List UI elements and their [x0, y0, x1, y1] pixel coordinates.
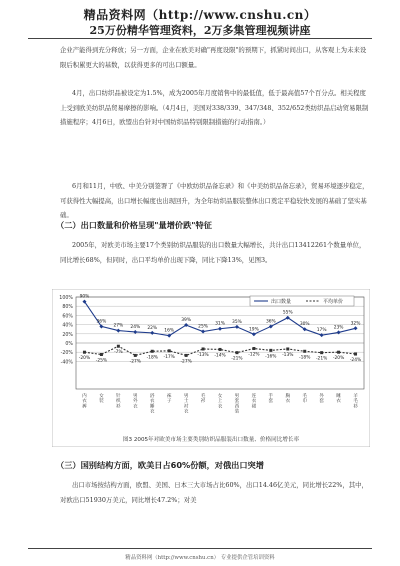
chart-frame — [52, 289, 370, 447]
data-point — [201, 330, 205, 334]
header-rule — [28, 38, 372, 39]
data-point — [116, 329, 120, 333]
x-tick-label: 手套 — [268, 394, 274, 405]
data-label: -27% — [180, 359, 192, 365]
data-point — [168, 349, 171, 352]
y-tick-label: 20% — [62, 332, 73, 338]
x-tick-label: 外套 — [319, 394, 324, 405]
y-tick-label: 60% — [62, 314, 73, 320]
paragraph-2: 4月，出口纺织品被设定为1.5%，成为2005年月度销售中的最低值，低于最高值57个百分点。相关程度上受到欧美纺织品贸易摩擦的影响。（4月4日，美国对338/339、347/348、352/652类纺织品启动贸易限制措施程序；4月6日，欧盟出台针对中国纺织品特别限制措施的行动指南。） — [60, 89, 369, 126]
data-point — [269, 349, 272, 352]
quantity-price-line-chart — [52, 289, 370, 447]
x-tick-label: 男外衣 — [132, 394, 138, 410]
x-tick-label: 胸衣 — [285, 394, 291, 405]
data-label: -7% — [114, 350, 123, 356]
data-label: 25% — [198, 324, 208, 330]
x-tick-label: 女装 — [99, 394, 104, 405]
data-label: 36% — [96, 319, 107, 325]
section-2-paragraph: 2005年，对欧美市场主要17个类别纺织品服装的出口数量大幅增长，共计出口13412261个数量单位，同比增长68%，但同时，出口平均单价出现下降，同比下降13%，见图3。 — [60, 241, 366, 264]
site-title: 精品资料网（http://www.cnshu.cn） — [83, 8, 317, 22]
data-point — [303, 350, 306, 353]
data-label: 19% — [248, 327, 259, 333]
data-label: 24% — [130, 324, 141, 330]
section-2-title: （二）出口数量和价格呈现"量增价跌"特征 — [56, 220, 212, 230]
data-label: 23% — [333, 325, 344, 331]
paragraph-1: 企业产能得到充分释放；另一方面，企业在欧美对确"再度设限"的预期下，抓紧时间出口，从客观上为未来设限后积累更大的基数，以获得更多的可出口额量。 — [60, 46, 367, 69]
data-point — [185, 354, 188, 357]
x-tick-label: 袜子 — [166, 394, 172, 405]
x-tick-label: 浴衣睡衣 — [149, 394, 155, 415]
y-tick-label: -40% — [60, 360, 73, 366]
data-point — [252, 332, 256, 336]
section-3-title: （三）国别结构方面，欧美日占60%份额，对俄出口突增 — [56, 460, 264, 470]
data-point — [252, 347, 255, 350]
data-label: -21% — [315, 356, 328, 362]
y-tick-label: 0% — [65, 342, 73, 347]
y-tick-label: 40% — [62, 323, 73, 329]
data-label: -17% — [163, 354, 175, 360]
data-label: 39% — [181, 318, 192, 324]
data-label: -18% — [146, 355, 158, 361]
data-point — [202, 347, 205, 350]
data-point — [320, 351, 323, 354]
x-tick-label: 男士衬衣 — [183, 394, 189, 415]
x-tick-label: 男套西装 — [234, 394, 240, 415]
data-point — [218, 327, 222, 331]
site-tagline: 25万份精华管理资料，2万多集管理视频讲座 — [89, 24, 311, 37]
data-label: -12% — [248, 352, 260, 358]
paragraph-3: 6月和11月，中欧、中美分别签署了《中欧纺织品备忘录》和《中美纺织品备忘录》，贸易环境逐步稳定，可获得性大幅提高，出口增长幅度也出现回升，为全年纺织品服装整体出口奠定平稳较快发展的基础了坚实基础。 — [60, 182, 369, 219]
data-label: 22% — [147, 325, 158, 331]
data-label: -14% — [214, 353, 226, 359]
x-tick-label: 女上衣 — [217, 394, 223, 410]
data-label: -16% — [265, 354, 277, 360]
y-tick-label: -20% — [60, 351, 73, 357]
data-point — [83, 351, 86, 354]
x-tick-label: 毛衫 — [200, 394, 206, 405]
data-point — [337, 351, 340, 354]
data-label: 55% — [282, 310, 293, 316]
data-point — [354, 353, 357, 356]
x-tick-label: 睡衣 — [336, 394, 341, 405]
section-3-paragraph: 出口市场按结构方面，欧盟、美国、日本三大市场占比60%，出口14.46亿美元，同比增长22%，其中，对欧出口51930万美元，同比增长47.2%；对美 — [60, 481, 368, 504]
legend-label: 平均单价 — [323, 299, 344, 305]
data-point — [150, 331, 154, 335]
data-point — [235, 325, 239, 329]
x-tick-label: 内衣裤 — [82, 394, 87, 410]
x-tick-label: 针织衫 — [116, 394, 121, 410]
data-point — [100, 353, 103, 356]
data-label: 17% — [316, 328, 327, 334]
page-footer: 精品资料网（http://www.cnshu.cn） 专业提供企管培训资料 — [125, 555, 275, 561]
data-label: 16% — [164, 328, 175, 334]
y-tick-label: 80% — [62, 305, 73, 311]
data-point — [134, 354, 137, 357]
data-label: -25% — [95, 358, 108, 364]
data-label: -20% — [78, 356, 91, 362]
x-tick-label: 连衣裙 — [251, 394, 257, 410]
data-label: 27% — [113, 323, 124, 329]
footer-rule — [28, 548, 372, 549]
chart-caption: 图3 2005年对欧美市场主要类别纺织品服装出口数量、价格同比增长率 — [122, 437, 300, 443]
data-label: -24% — [349, 358, 362, 364]
data-label: 31% — [215, 321, 225, 327]
data-label: -21% — [231, 356, 243, 362]
data-label: 30% — [299, 322, 310, 328]
data-label: -13% — [282, 352, 294, 358]
chart-legend — [250, 296, 354, 306]
data-label: 32% — [350, 321, 361, 327]
data-label: 36% — [265, 319, 276, 325]
x-tick-label: 羊毛衫 — [353, 394, 358, 410]
data-label: -18% — [299, 355, 311, 361]
data-label: 90% — [79, 294, 90, 300]
data-point — [117, 345, 120, 348]
data-point — [235, 351, 238, 354]
data-label: -27% — [129, 359, 141, 365]
data-point — [354, 326, 358, 330]
y-tick-label: 100% — [59, 296, 73, 301]
data-label: 35% — [232, 319, 242, 325]
data-point — [151, 350, 154, 353]
legend-label: 出口数量 — [271, 299, 292, 305]
data-point — [286, 347, 289, 350]
data-point — [269, 324, 273, 328]
data-label: -13% — [197, 352, 209, 358]
x-tick-label: 毛巾 — [302, 394, 308, 405]
data-point — [133, 330, 137, 334]
data-point — [219, 348, 222, 351]
data-label: -20% — [332, 356, 345, 362]
